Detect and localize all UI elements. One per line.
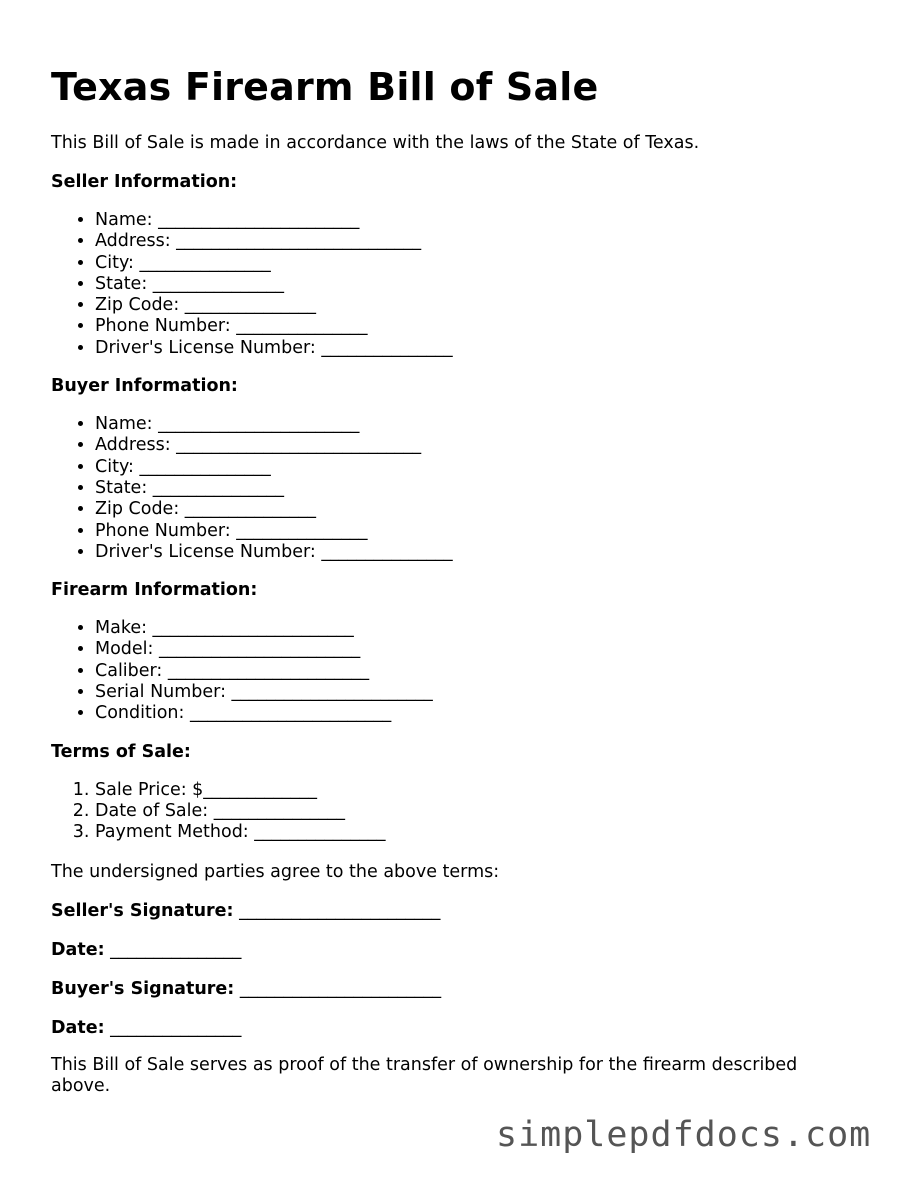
terms-list <box>51 780 871 844</box>
buyer-address-field[interactable]: • Address: ____________________________ <box>95 435 871 456</box>
sale-price-field[interactable]: 1. Sale Price: $_____________ <box>95 780 871 801</box>
seller-date-row[interactable] <box>51 938 871 962</box>
buyer-license-field[interactable]: • Driver's License Number: _______________ <box>95 542 871 563</box>
payment-method-field[interactable]: 3. Payment Method: _______________ <box>95 822 871 843</box>
firearm-section-heading: Firearm Information: <box>51 580 258 601</box>
terms-section-heading: Terms of Sale: <box>51 741 191 762</box>
buyer-date-row[interactable] <box>51 1016 871 1040</box>
seller-signature-row[interactable] <box>51 899 871 923</box>
seller-phone-field[interactable]: • Phone Number: _______________ <box>95 316 871 337</box>
agreement-statement: The undersigned parties agree to the above terms: <box>51 861 500 882</box>
firearm-info-list <box>51 618 871 724</box>
buyer-phone-field[interactable]: • Phone Number: _______________ <box>95 521 871 542</box>
firearm-model-field[interactable]: • Model: _______________________ <box>95 639 871 660</box>
buyer-date-line[interactable]: _______________ <box>110 1017 242 1038</box>
seller-city-field[interactable]: • City: _______________ <box>95 253 871 274</box>
seller-state-field[interactable]: • State: _______________ <box>95 274 871 295</box>
buyer-signature-label: Buyer's Signature: <box>51 978 235 999</box>
seller-signature-label: Seller's Signature: <box>51 900 234 921</box>
buyer-info-list <box>51 414 871 563</box>
seller-license-field[interactable]: • Driver's License Number: _______________ <box>95 338 871 359</box>
intro-paragraph: This Bill of Sale is made in accordance with the laws of the State of Texas. <box>51 133 700 153</box>
seller-info-list <box>51 210 871 359</box>
seller-address-field[interactable]: • Address: ____________________________ <box>95 231 871 252</box>
firearm-condition-field[interactable]: • Condition: _______________________ <box>95 703 871 724</box>
watermark-text: simplepdfdocs.com <box>496 1115 872 1155</box>
seller-signature-line[interactable]: _______________________ <box>239 900 441 921</box>
seller-section-heading: Seller Information: <box>51 172 238 192</box>
seller-zip-field[interactable]: • Zip Code: _______________ <box>95 295 871 316</box>
document-title: Texas Firearm Bill of Sale <box>51 65 599 109</box>
buyer-signature-row[interactable] <box>51 977 871 1001</box>
seller-name-field[interactable]: • Name: _______________________ <box>95 210 871 231</box>
closing-paragraph: This Bill of Sale serves as proof of the transfer of ownership for the firearm described above. <box>51 1054 798 1097</box>
firearm-caliber-field[interactable]: • Caliber: _______________________ <box>95 661 871 682</box>
buyer-zip-field[interactable]: • Zip Code: _______________ <box>95 499 871 520</box>
buyer-city-field[interactable]: • City: _______________ <box>95 457 871 478</box>
seller-date-line[interactable]: _______________ <box>110 939 242 960</box>
firearm-serial-field[interactable]: • Serial Number: _______________________ <box>95 682 871 703</box>
document-page <box>51 62 871 1098</box>
buyer-section-heading: Buyer Information: <box>51 376 238 397</box>
buyer-signature-line[interactable]: _______________________ <box>239 978 442 999</box>
buyer-date-label: Date: <box>51 1017 105 1038</box>
buyer-state-field[interactable]: • State: _______________ <box>95 478 871 499</box>
buyer-name-field[interactable]: • Name: _______________________ <box>95 414 871 435</box>
firearm-make-field[interactable]: • Make: _______________________ <box>95 618 871 639</box>
date-of-sale-field[interactable]: 2. Date of Sale: _______________ <box>95 801 871 822</box>
seller-date-label: Date: <box>51 939 105 960</box>
